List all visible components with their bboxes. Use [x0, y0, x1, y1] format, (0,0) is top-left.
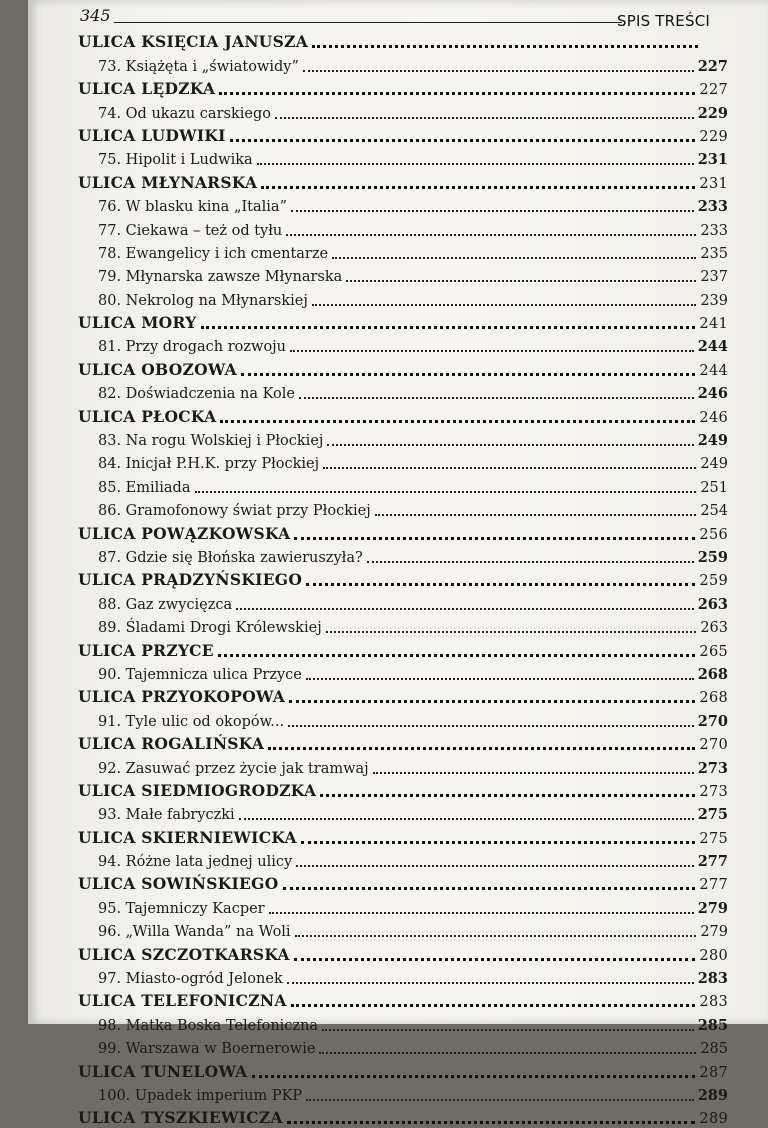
toc-street-heading	[78, 778, 728, 801]
dot-leader	[295, 935, 697, 937]
toc-street-heading	[78, 29, 728, 52]
dot-leader	[241, 373, 695, 376]
dot-leader	[289, 700, 695, 703]
entry-page-number: 270	[699, 737, 728, 754]
dot-leader	[294, 537, 695, 540]
dot-leader	[323, 467, 696, 469]
entry-page-number: 244	[699, 362, 728, 379]
dot-leader	[275, 117, 694, 119]
toc-street-heading	[78, 567, 728, 590]
dot-leader	[290, 350, 694, 352]
dot-leader	[375, 514, 697, 516]
toc-street-heading	[78, 310, 728, 333]
dot-leader	[236, 608, 694, 610]
entry-page-number: 268	[697, 665, 728, 683]
entry-page-number: 254	[700, 503, 728, 520]
dot-leader	[327, 444, 693, 446]
entry-page-number: 263	[697, 595, 728, 613]
entry-label: ULICA PRĄDZYŃSKIEGO	[78, 570, 303, 590]
toc-chapter-entry	[78, 965, 728, 988]
entry-page-number: 231	[697, 151, 728, 169]
entry-label: 87. Gdzie się Błońska zawieruszyła?	[98, 549, 363, 566]
entry-label: 99. Warszawa w Boernerowie	[98, 1041, 316, 1058]
entry-label: ULICA TYSZKIEWICZA	[78, 1108, 283, 1128]
entry-page-number: 283	[697, 970, 728, 988]
dot-leader	[373, 772, 694, 774]
dot-leader	[296, 865, 694, 867]
toc-chapter-entry	[78, 894, 728, 917]
dot-leader	[261, 186, 695, 189]
entry-page-number: 283	[699, 994, 728, 1011]
entry-page-number: 279	[700, 924, 728, 941]
entry-label: 91. Tyle ulic od okopów...	[98, 713, 285, 730]
entry-page-number: 285	[697, 1016, 728, 1034]
entry-page-number: 231	[699, 175, 728, 192]
toc-street-heading	[78, 731, 728, 754]
dot-leader	[291, 1004, 696, 1007]
toc-chapter-entry	[78, 590, 728, 613]
toc-street-heading	[78, 637, 728, 660]
entry-label: 100. Upadek imperium PKP	[98, 1087, 303, 1104]
entry-label: 82. Doświadczenia na Kole	[98, 386, 295, 403]
entry-label: 97. Miasto-ogród Jelonek	[98, 971, 283, 988]
entry-page-number: 239	[700, 292, 728, 309]
dot-leader	[220, 420, 695, 423]
entry-page-number: 265	[699, 643, 728, 660]
entry-page-number: 249	[697, 432, 728, 450]
entry-label: 94. Różne lata jednej ulicy	[98, 854, 293, 871]
entry-page-number: 246	[699, 409, 728, 426]
entry-label: 85. Emiliada	[98, 479, 191, 496]
toc-street-heading	[78, 356, 728, 379]
entry-page-number: 227	[699, 82, 728, 99]
dot-leader	[332, 257, 696, 259]
entry-page-number: 289	[699, 1111, 728, 1128]
entry-page-number: 229	[697, 104, 728, 122]
dot-leader	[346, 280, 696, 282]
entry-page-number: 235	[700, 245, 728, 262]
entry-label: 95. Tajemniczy Kacper	[98, 900, 265, 917]
entry-page-number: 285	[700, 1041, 728, 1058]
entry-page-number: 229	[699, 128, 728, 145]
entry-label: ULICA TUNELOWA	[78, 1061, 248, 1081]
entry-page-number: 273	[699, 783, 728, 800]
dot-leader	[320, 794, 695, 797]
toc-chapter-entry	[78, 380, 728, 403]
entry-label: 93. Małe fabryczki	[98, 807, 235, 824]
entry-label: 76. W blasku kina „Italia”	[98, 199, 287, 216]
entry-page-number: 233	[697, 198, 728, 216]
dot-leader	[287, 982, 694, 984]
toc-street-heading	[78, 684, 728, 707]
dot-leader	[218, 654, 696, 657]
dot-leader	[301, 841, 696, 844]
entry-label: ULICA MORY	[78, 313, 197, 333]
entry-page-number: 256	[699, 526, 728, 543]
entry-label: 92. Zasuwać przez życie jak tramwaj	[98, 760, 369, 777]
toc-street-heading	[78, 169, 728, 192]
entry-label: ULICA PŁOCKA	[78, 406, 217, 426]
entry-label: 84. Inicjał P.H.K. przy Płockiej	[98, 456, 320, 473]
dot-leader	[326, 631, 697, 633]
dot-leader	[286, 234, 696, 236]
entry-label: 79. Młynarska zawsze Młynarska	[98, 269, 343, 286]
entry-label: ULICA MŁYNARSKA	[78, 172, 258, 192]
toc-chapter-entry	[78, 801, 728, 824]
entry-label: ULICA PRZYCE	[78, 640, 214, 660]
entry-page-number: 259	[699, 573, 728, 590]
dot-leader	[195, 491, 697, 493]
toc-chapter-entry	[78, 614, 728, 637]
dot-leader	[201, 326, 696, 329]
toc-chapter-entry	[78, 848, 728, 871]
toc-street-heading	[78, 871, 728, 894]
entry-label: 77. Ciekawa – też od tyłu	[98, 222, 283, 239]
dot-leader	[287, 1121, 696, 1124]
entry-page-number: 259	[697, 548, 728, 566]
toc-chapter-entry	[78, 240, 728, 263]
entry-label: 75. Hipolit i Ludwika	[98, 152, 253, 169]
entry-label: ULICA PRZYOKOPOWA	[78, 687, 286, 707]
entry-label: 83. Na rogu Wolskiej i Płockiej	[98, 433, 324, 450]
entry-label: ULICA LĘDZKA	[78, 79, 216, 99]
entry-label: ULICA LUDWIKI	[78, 125, 226, 145]
toc-street-heading	[78, 941, 728, 964]
toc-chapter-entry	[78, 52, 728, 75]
dot-leader	[306, 583, 695, 586]
entry-page-number: 277	[699, 877, 728, 894]
toc-chapter-entry	[78, 146, 728, 169]
entry-label: 86. Gramofonowy świat przy Płockiej	[98, 503, 371, 520]
book-page	[28, 0, 768, 1128]
toc-chapter-entry	[78, 333, 728, 356]
toc-street-heading	[78, 824, 728, 847]
dot-leader	[268, 747, 695, 750]
toc-street-heading	[78, 1058, 728, 1081]
table-of-contents	[78, 29, 728, 1128]
dot-leader	[288, 725, 694, 727]
entry-page-number: 244	[697, 338, 728, 356]
entry-page-number: 279	[697, 899, 728, 917]
entry-page-number: 233	[700, 222, 728, 239]
entry-label: ULICA SIEDMIOGRODZKA	[78, 780, 317, 800]
entry-label: 88. Gaz zwycięzca	[98, 596, 233, 613]
toc-chapter-entry	[78, 497, 728, 520]
entry-page-number: 246	[697, 385, 728, 403]
entry-label: 78. Ewangelicy i ich cmentarze	[98, 245, 329, 262]
dot-leader	[303, 70, 694, 72]
entry-page-number: 268	[699, 690, 728, 707]
toc-chapter-entry	[78, 707, 728, 730]
entry-label: ULICA SOWIŃSKIEGO	[78, 874, 279, 894]
entry-page-number: 251	[700, 479, 728, 496]
entry-label: 98. Matka Boska Telefoniczna	[98, 1017, 319, 1034]
toc-chapter-entry	[78, 661, 728, 684]
dot-leader	[291, 210, 694, 212]
entry-page-number: 270	[697, 712, 728, 730]
dot-leader	[294, 958, 696, 961]
dot-leader	[306, 678, 694, 680]
entry-page-number: 227	[697, 57, 728, 75]
dot-leader	[283, 887, 696, 890]
entry-label: ULICA SKIERNIEWICKA	[78, 827, 297, 847]
toc-chapter-entry	[78, 1082, 728, 1105]
toc-chapter-entry	[78, 754, 728, 777]
toc-chapter-entry	[78, 427, 728, 450]
dot-leader	[239, 818, 694, 820]
entry-page-number: 263	[700, 620, 728, 637]
entry-page-number: 277	[697, 853, 728, 871]
entry-label: 73. Książęta i „światowidy”	[98, 58, 299, 75]
toc-street-heading	[78, 520, 728, 543]
toc-street-heading	[78, 123, 728, 146]
entry-page-number: 273	[697, 759, 728, 777]
toc-chapter-entry	[78, 99, 728, 122]
toc-chapter-entry	[78, 544, 728, 567]
toc-chapter-entry	[78, 193, 728, 216]
toc-chapter-entry	[78, 263, 728, 286]
entry-label: ULICA SZCZOTKARSKA	[78, 944, 290, 964]
dot-leader	[230, 139, 696, 142]
dot-leader	[319, 1052, 696, 1054]
toc-chapter-entry	[78, 1011, 728, 1034]
header-rule	[114, 22, 622, 23]
entry-label: 80. Nekrolog na Młynarskiej	[98, 292, 308, 309]
toc-chapter-entry	[78, 450, 728, 473]
dot-leader	[299, 397, 694, 399]
dot-leader	[257, 163, 694, 165]
toc-chapter-entry	[78, 216, 728, 239]
entry-label: 81. Przy drogach rozwoju	[98, 339, 287, 356]
dot-leader	[367, 561, 694, 563]
dot-leader	[306, 1099, 694, 1101]
entry-label: 74. Od ukazu carskiego	[98, 105, 271, 122]
toc-chapter-entry	[78, 1035, 728, 1058]
toc-street-heading	[78, 403, 728, 426]
entry-label: 90. Tajemnicza ulica Przyce	[98, 666, 302, 683]
dot-leader	[219, 92, 695, 95]
entry-label: ULICA POWĄZKOWSKA	[78, 523, 291, 543]
dot-leader	[252, 1075, 696, 1078]
dot-leader	[269, 912, 694, 914]
page-number: 345	[80, 6, 111, 25]
entry-label: ULICA KSIĘCIA JANUSZA	[78, 32, 309, 52]
entry-label: ULICA TELEFONICZNA	[78, 991, 287, 1011]
entry-page-number: 241	[699, 316, 728, 333]
entry-page-number: 287	[699, 1064, 728, 1081]
entry-page-number: 289	[697, 1086, 728, 1104]
toc-chapter-entry	[78, 286, 728, 309]
toc-street-heading	[78, 76, 728, 99]
toc-chapter-entry	[78, 473, 728, 496]
toc-street-heading	[78, 988, 728, 1011]
entry-label: 96. „Willa Wanda” na Woli	[98, 924, 291, 941]
entry-page-number: 280	[699, 947, 728, 964]
entry-page-number: 237	[700, 269, 728, 286]
section-title: SPIS TREŚCI	[617, 12, 710, 30]
dot-leader	[312, 45, 698, 48]
entry-label: ULICA ROGALIŃSKA	[78, 734, 265, 754]
entry-page-number: 249	[700, 456, 728, 473]
toc-chapter-entry	[78, 918, 728, 941]
dot-leader	[322, 1029, 694, 1031]
toc-street-heading	[78, 1105, 728, 1128]
entry-page-number: 275	[697, 806, 728, 824]
entry-page-number: 275	[699, 830, 728, 847]
entry-label: 89. Śladami Drogi Królewskiej	[98, 620, 322, 637]
entry-label: ULICA OBOZOWA	[78, 359, 237, 379]
dot-leader	[312, 304, 696, 306]
